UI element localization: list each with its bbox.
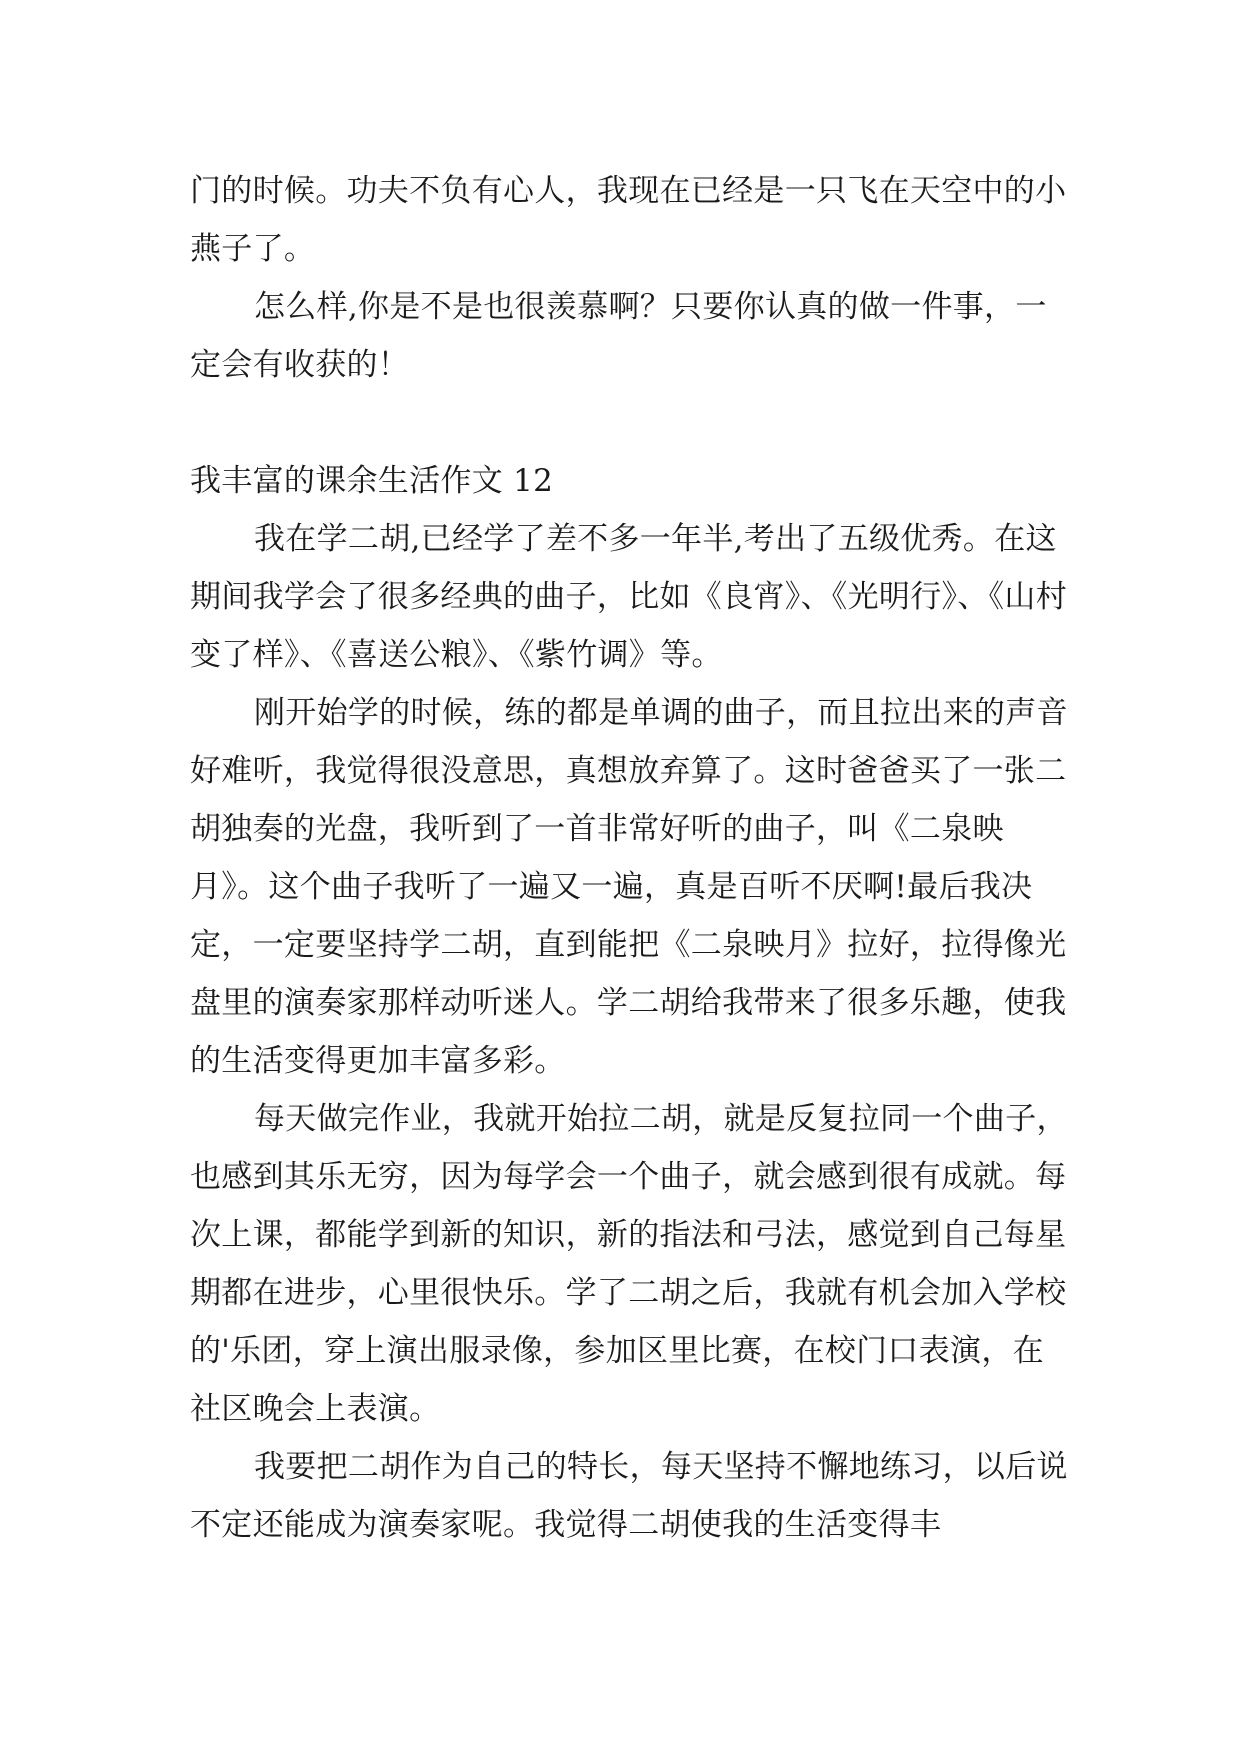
- paragraph-3: 每天做完作业，我就开始拉二胡，就是反复拉同一个曲子，也感到其乐无穷，因为每学会一个曲子，就会感到很有成就。每次上课，都能学到新的知识，新的指法和弓法，感觉到自己每星期都在进步，心里很快乐。学了二胡之后，我就有机会加入学校的'乐团，穿上演出服录像，参加区里比赛，在校门口表演，在社区晚会上表演。: [190, 1101, 1068, 1427]
- closing-paragraph: 怎么样,你是不是也很羡慕啊？只要你认真的做一件事，一定会有收获的！: [190, 289, 1047, 383]
- section-title: 我丰富的课余生活作文 12: [190, 463, 554, 499]
- paragraph-2: 刚开始学的时候，练的都是单调的曲子，而且拉出来的声音好难听，我觉得很没意思，真想放弃算了。这时爸爸买了一张二胡独奏的光盘，我听到了一首非常好听的曲子，叫《二泉映月》。这个曲子我听了一遍又一遍，真是百听不厌啊!最后我决定，一定要坚持学二胡，直到能把《二泉映月》拉好，拉得像光盘里的演奏家那样动听迷人。学二胡给我带来了很多乐趣，使我的生活变得更加丰富多彩。: [190, 695, 1068, 1079]
- document-body: [190, 162, 1070, 1554]
- continuation-paragraph: 门的时候。功夫不负有心人，我现在已经是一只飞在天空中的小燕子了。: [190, 173, 1067, 267]
- paragraph-1: 我在学二胡,已经学了差不多一年半,考出了五级优秀。在这期间我学会了很多经典的曲子，比如《良宵》、《光明行》、《山村变了样》、《喜送公粮》、《紫竹调》等。: [190, 521, 1067, 673]
- paragraph-4: 我要把二胡作为自己的特长，每天坚持不懈地练习，以后说不定还能成为演奏家呢。我觉得二胡使我的生活变得丰: [190, 1449, 1068, 1543]
